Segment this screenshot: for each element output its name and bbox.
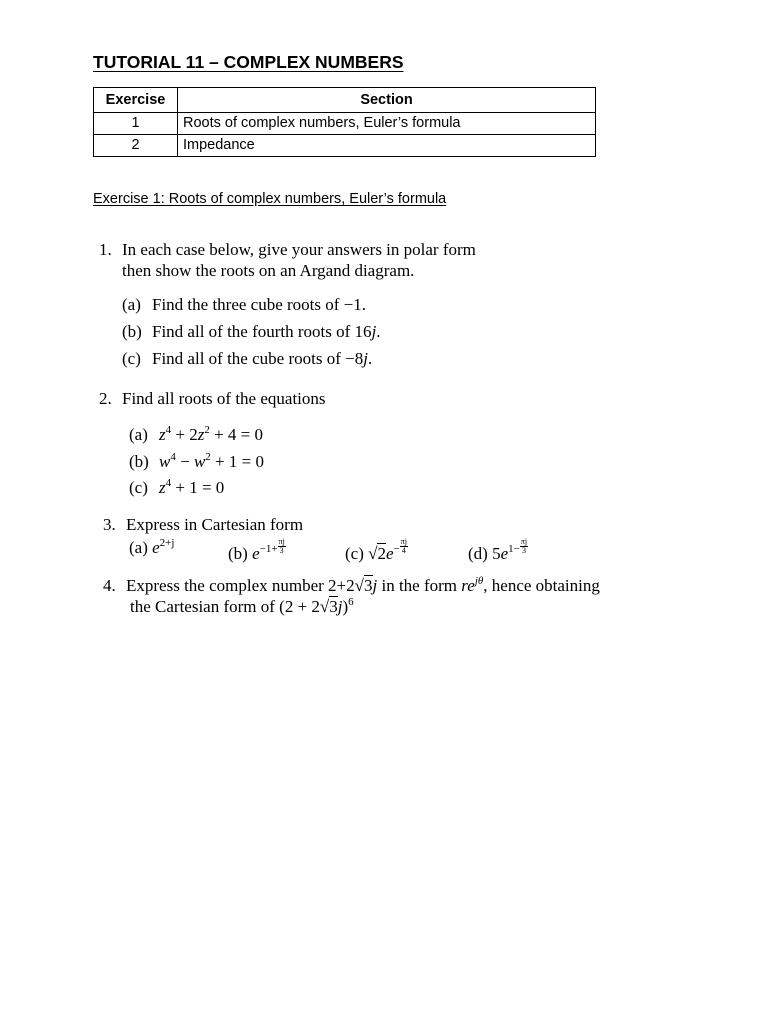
math-exponent: −1+ <box>259 543 278 555</box>
part-text: Find the three cube roots of −1. <box>152 295 367 314</box>
part-label: (c) <box>129 478 148 497</box>
part-text-end: . <box>367 349 373 368</box>
math-var: re <box>461 576 475 595</box>
question-4-line-2 <box>130 597 354 617</box>
math-var: z <box>159 478 166 497</box>
question-text: , hence obtaining <box>483 576 600 595</box>
question-2 <box>99 389 326 409</box>
question-3-part-a <box>129 538 174 558</box>
question-1 <box>99 240 476 260</box>
part-label: (a) <box>129 425 148 444</box>
math-var: z <box>159 425 166 444</box>
question-number: 3. <box>103 515 116 534</box>
math-exponent: 4 <box>165 477 172 489</box>
fraction-numerator: πj <box>400 537 407 546</box>
sqrt-symbol-icon: √ <box>319 597 330 616</box>
math-var: e <box>252 544 260 563</box>
math-var: w <box>193 452 206 471</box>
question-text: Express in Cartesian form <box>126 515 304 534</box>
math-text: − <box>175 452 194 471</box>
math-var: e <box>385 544 394 563</box>
math-fraction <box>278 538 286 555</box>
table-header-row <box>94 88 596 113</box>
part-label: (a) <box>129 538 148 557</box>
question-1-part-c <box>122 349 372 369</box>
question-1-line-2: then show the roots on an Argand diagram. <box>122 261 415 280</box>
math-text: + 1 = 0 <box>210 452 264 471</box>
question-3-part-c <box>345 538 408 564</box>
math-var: j <box>372 576 378 595</box>
math-fraction <box>520 538 528 555</box>
sqrt-symbol-icon: √ <box>368 544 378 563</box>
part-label: (c) <box>345 544 364 563</box>
table-row <box>94 113 596 135</box>
math-exponent: 4 <box>170 451 176 463</box>
part-label: (a) <box>122 295 141 314</box>
part-text: Find all of the cube roots of −8 <box>152 349 364 368</box>
math-text: + 1 = 0 <box>171 478 225 497</box>
question-2-part-b <box>129 452 264 472</box>
question-text: in the form <box>377 576 462 595</box>
question-text: ) <box>342 597 349 616</box>
fraction-denominator: 3 <box>279 546 284 555</box>
math-text: + 4 = 0 <box>209 425 264 444</box>
math-exponent: 6 <box>348 596 354 608</box>
page-title: TUTORIAL 11 – COMPLEX NUMBERS <box>93 52 404 72</box>
math-var: w <box>159 452 171 471</box>
question-4 <box>103 576 600 596</box>
question-text: the Cartesian form of (2 + 2 <box>130 597 320 616</box>
summary-table <box>93 87 596 157</box>
fraction-numerator: πj <box>278 537 285 546</box>
fraction-denominator: 4 <box>401 546 406 555</box>
math-exponent: jθ <box>474 575 484 587</box>
sqrt-radicand: 3 <box>364 576 373 595</box>
question-number: 4. <box>103 576 116 595</box>
part-label: (d) <box>468 544 488 563</box>
part-label: (b) <box>122 322 142 341</box>
question-1-part-b <box>122 322 381 342</box>
math-var: j <box>337 597 343 616</box>
question-number: 1. <box>99 240 112 259</box>
math-var: e <box>500 544 509 563</box>
math-exponent: − <box>393 543 400 555</box>
question-3-part-b <box>228 538 286 564</box>
question-3 <box>103 515 303 535</box>
table-cell-section: Roots of complex numbers, Euler’s formula <box>178 113 596 135</box>
math-exponent: 2 <box>204 424 210 436</box>
fraction-denominator: 3 <box>521 546 526 555</box>
question-text: In each case below, give your answers in polar form <box>122 240 476 259</box>
part-label: (b) <box>228 544 248 563</box>
math-fraction <box>400 538 408 555</box>
math-exponent: 1− <box>508 543 520 555</box>
part-text-end: . <box>376 322 381 341</box>
math-var: z <box>197 425 205 444</box>
part-label: (b) <box>129 452 149 471</box>
part-text: Find all of the fourth roots of 16 <box>152 322 372 341</box>
math-exponent: 2+j <box>159 537 175 549</box>
fraction-numerator: πj <box>520 537 528 546</box>
math-text: + 2 <box>171 425 198 444</box>
question-2-part-a <box>129 425 263 445</box>
table-row <box>94 135 596 157</box>
sqrt-radicand: 3 <box>329 597 338 616</box>
question-text: Find all roots of the equations <box>122 389 326 408</box>
math-coefficient: 5 <box>492 544 501 563</box>
table-cell-section: Impedance <box>178 135 596 157</box>
sqrt-symbol-icon: √ <box>354 576 364 595</box>
math-var: j <box>371 322 377 341</box>
sqrt-radicand: 2 <box>377 544 386 563</box>
math-var: j <box>363 349 368 368</box>
table-cell-exercise: 2 <box>94 135 178 157</box>
question-3-part-d <box>468 538 528 564</box>
exercise-heading: Exercise 1: Roots of complex numbers, Euler’s formula <box>93 191 447 207</box>
question-1-part-a <box>122 295 366 315</box>
question-text: Express the complex number 2+2 <box>126 576 355 595</box>
math-exponent: 4 <box>165 424 172 436</box>
table-header-exercise: Exercise <box>94 88 178 113</box>
question-2-part-c <box>129 478 224 498</box>
math-exponent: 2 <box>205 451 211 463</box>
part-label: (c) <box>122 349 141 368</box>
math-var: e <box>152 538 160 557</box>
table-header-section: Section <box>178 88 596 113</box>
table-cell-exercise: 1 <box>94 113 178 135</box>
question-number: 2. <box>99 389 112 408</box>
